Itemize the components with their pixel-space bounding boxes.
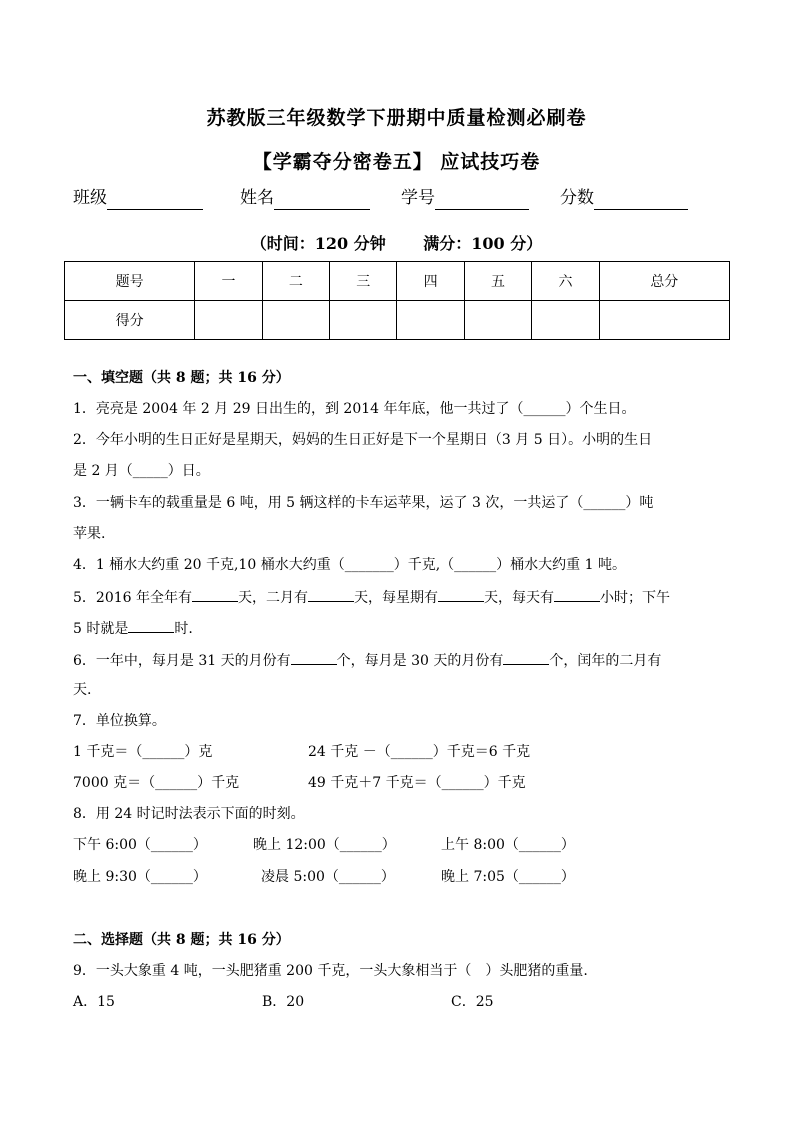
score-row-label: 得分: [65, 301, 195, 340]
question-8: 8．用 24 时记时法表示下面的时刻。: [73, 806, 305, 822]
q6-text: 6．一年中，每月是 31 天的月份有: [73, 653, 291, 669]
class-label: 班级: [73, 188, 107, 208]
q8-item: 凌晨 5:00（______）: [261, 869, 395, 885]
q7-item: 49 千克＋7 千克＝（______）千克: [308, 775, 526, 791]
section2-heading: 二、选择题（共 8 题；共 16 分）: [73, 932, 290, 948]
q5-text: 小时；下午: [600, 590, 670, 606]
time-info: （时间：120 分钟 满分：100 分）: [250, 234, 543, 253]
score-header-cell: 二: [262, 262, 329, 301]
answer-blank[interactable]: [291, 648, 337, 665]
name-blank[interactable]: [274, 189, 370, 210]
score-header-cell: 一: [195, 262, 262, 301]
question-6-line1: [73, 648, 661, 670]
q7-item: 7000 克＝（______）千克: [73, 775, 240, 791]
score-header-cell: 四: [397, 262, 464, 301]
question-3-line1: 3．一辆卡车的载重量是 6 吨，用 5 辆这样的卡车运苹果，运了 3 次，一共运了（______）吨: [73, 495, 654, 511]
question-3-line2: 苹果.: [73, 526, 106, 542]
score-header-cell: 总分: [599, 262, 729, 301]
q8-item: 下午 6:00（______）: [73, 837, 207, 853]
score-blank[interactable]: [594, 189, 688, 210]
section1-heading: 一、填空题（共 8 题；共 16 分）: [73, 370, 290, 386]
score-label: 分数: [560, 188, 594, 208]
student-id-label: 学号: [401, 188, 435, 208]
q6-text: 个，每月是 30 天的月份有: [336, 653, 504, 669]
q8-item: 晚上 7:05（______）: [441, 869, 575, 885]
score-header-cell: 五: [464, 262, 531, 301]
score-cell[interactable]: [599, 301, 729, 340]
q5-text: 天，每星期有: [354, 590, 438, 606]
exam-title: 苏教版三年级数学下册期中质量检测必刷卷: [206, 107, 587, 129]
answer-blank[interactable]: [554, 585, 600, 602]
q8-item: 晚上 12:00（______）: [253, 837, 396, 853]
exam-subtitle: 【学霸夺分密卷五】 应试技巧卷: [252, 151, 541, 173]
score-cell[interactable]: [397, 301, 464, 340]
name-label: 姓名: [240, 188, 274, 208]
score-header-cell: 三: [330, 262, 397, 301]
name-field: [240, 186, 370, 210]
question-2-line1: 2．今年小明的生日正好是星期天，妈妈的生日正好是下一个星期日（3 月 5 日）。小明的生日: [73, 432, 653, 448]
answer-blank[interactable]: [503, 648, 549, 665]
question-7: 7．单位换算。: [73, 713, 166, 729]
q5-text: 5．2016 年全年有: [73, 590, 192, 606]
student-id-field: [401, 186, 529, 210]
q5-text: 天，二月有: [238, 590, 308, 606]
question-6-line2: 天.: [73, 682, 92, 698]
question-2-line2: 是 2 月（_____）日。: [73, 463, 210, 479]
q9-option-c[interactable]: C．25: [451, 994, 494, 1010]
class-blank[interactable]: [107, 189, 203, 210]
q9-option-b[interactable]: B．20: [262, 994, 305, 1010]
score-header-cell: 题号: [65, 262, 195, 301]
score-cell[interactable]: [262, 301, 329, 340]
q7-item: 1 千克＝（______）克: [73, 744, 213, 760]
score-table-header-row: [65, 262, 730, 301]
answer-blank[interactable]: [192, 585, 238, 602]
q5-text: 天，每天有: [484, 590, 554, 606]
q7-item: 24 千克 －（______）千克＝6 千克: [308, 744, 531, 760]
q9-option-a[interactable]: A．15: [73, 994, 115, 1010]
answer-blank[interactable]: [438, 585, 484, 602]
score-cell[interactable]: [330, 301, 397, 340]
question-4: 4．1 桶水大约重 20 千克,10 桶水大约重（_______）千克,（______）桶水大约重 1 吨。: [73, 557, 626, 573]
question-1: 1．亮亮是 2004 年 2 月 29 日出生的，到 2014 年年底，他一共过了（______）个生日。: [73, 401, 636, 417]
answer-blank[interactable]: [308, 585, 354, 602]
score-table-score-row: [65, 301, 730, 340]
q8-item: 晚上 9:30（______）: [73, 869, 207, 885]
student-id-blank[interactable]: [435, 189, 529, 210]
score-cell[interactable]: [195, 301, 262, 340]
answer-blank[interactable]: [128, 616, 174, 633]
q5-text: 时.: [174, 621, 193, 637]
class-field: [73, 186, 203, 210]
score-cell[interactable]: [532, 301, 599, 340]
question-5-line1: [73, 585, 670, 607]
question-5-line2: [73, 616, 193, 638]
q8-item: 上午 8:00（______）: [441, 837, 575, 853]
score-table: [64, 261, 730, 340]
score-header-cell: 六: [532, 262, 599, 301]
q6-text: 个，闰年的二月有: [549, 653, 662, 669]
question-9: 9．一头大象重 4 吨，一头肥猪重 200 千克，一头大象相当于（ ）头肥猪的重量.: [73, 963, 588, 979]
score-field: [560, 186, 688, 210]
q5-text: 5 时就是: [73, 621, 129, 637]
score-cell[interactable]: [464, 301, 531, 340]
